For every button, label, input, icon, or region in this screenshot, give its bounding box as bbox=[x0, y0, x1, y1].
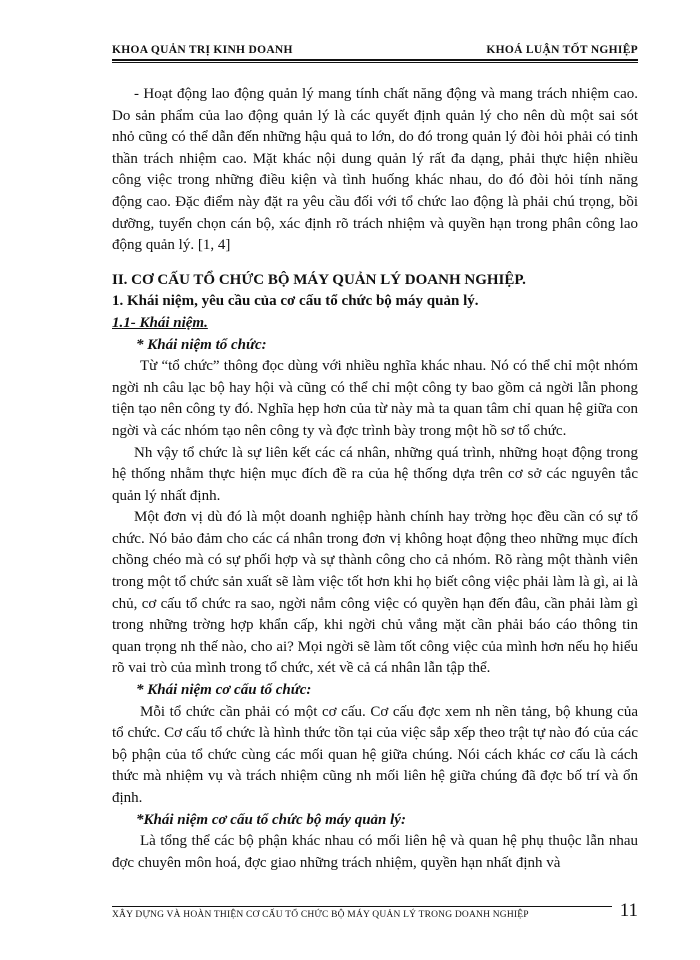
header-rule-thin bbox=[112, 62, 638, 63]
page-body bbox=[112, 84, 638, 874]
footer-rule bbox=[112, 906, 612, 907]
paragraph-management-activity: - Hoạt động lao động quản lý mang tính chất năng động và mang trách nhiệm cao. Do sản phẩm của lao động quản lý là các quyết định quản lý cho nên dù một sai sót nhỏ cũng có thể dẫn đến những hậu quả to lớn, do đó trong quản lý đòi hỏi phải có tinh thần trách nhiệm cao. Mặt khác nội dung quản lý rất đa dạng, phải thực hiện nhiều công việc trong những điều kiện và tình huống khác nhau, do đó đòi hỏi tính năng động cao. Đặc điểm này đặt ra yêu cầu đối với tổ chức lao động là phải chú trọng, bồi dưỡng, tuyển chọn cán bộ, xác định rõ trách nhiệm và quyền hạn trong phân công lao động quản lý. [1, 4] bbox=[112, 86, 638, 254]
concept-heading-management-structure: *Khái niệm cơ cấu tổ chức bộ máy quản lý: bbox=[136, 811, 406, 828]
page-number: 11 bbox=[619, 900, 638, 921]
page-footer bbox=[112, 900, 638, 930]
page-header bbox=[112, 40, 638, 62]
paragraph-structure-definition: Mỗi tổ chức cần phải có một cơ cấu. Cơ cấu đợc xem nh nền tảng, bộ khung của tổ chức. Cơ cấu tổ chức là hình thức tồn tại của việc sắp xếp theo trật tự nào đó của các bộ phận của tổ chức cùng các mối quan hệ giữa chúng. Nói cách khác cơ cấu là cách thức mà nhiệm vụ và trách nhiệm cũng nh mối liên hệ giữa chúng đã đợc bố trí và ổn định. bbox=[112, 703, 638, 806]
section-heading-ii: II. CƠ CẤU TỔ CHỨC BỘ MÁY QUẢN LÝ DOANH NGHIỆP. bbox=[112, 271, 526, 288]
concept-heading-structure: * Khái niệm cơ cấu tổ chức: bbox=[136, 682, 312, 699]
header-thesis-label: KHOÁ LUẬN TỐT NGHIỆP bbox=[486, 44, 638, 56]
concept-heading-organization: * Khái niệm tổ chức: bbox=[136, 336, 267, 353]
subsection-heading-1: 1. Khái niệm, yêu cầu của cơ cấu tổ chức bộ máy quản lý. bbox=[112, 293, 479, 310]
subsection-heading-1-1: 1.1- Khái niệm. bbox=[112, 314, 208, 331]
header-faculty: KHOA QUẢN TRỊ KINH DOANH bbox=[112, 44, 293, 56]
paragraph-organization-need: Một đơn vị dù đó là một doanh nghiệp hành chính hay trờng học đều cần có sự tổ chức. Nó bảo đảm cho các cá nhân trong đơn vị không hoạt động theo những mục đích chồng chéo mà có sự phối hợp và sự thành công cho cả nhóm. Rõ ràng một thành viên trong một tổ chức sản xuất sẽ làm việc tốt hơn khi họ biết công việc phải làm là gì, ai là chủ, cơ cấu tổ chức ra sao, ngời nắm công việc có quyền hạn đến đâu, cần phải làm gì trong những trờng hợp khẩn cấp, khi ngời chủ vắng mặt cần phải báo cáo thông tin quan trọng nh thế nào, cho ai? Mọi ngời sẽ làm tốt công việc của mình hơn nếu họ hiểu rõ vai trò của mình trong tổ chức, xét về cả cá nhân lẫn tập thể. bbox=[112, 509, 638, 677]
paragraph-organization-term: Từ “tổ chức” thông đọc dùng với nhiều nghĩa khác nhau. Nó có thể chỉ một nhóm ngời nh câu lạc bộ hay hội và cũng có thể chỉ một công ty bao gồm cả ngời lẫn phong tiện tạo nên công ty đó. Nghĩa hẹp hơn của từ này mà ta quan tâm chỉ quan hệ giữa con ngời và các nhóm tạo nên công ty và đợc trình bày trong một hồ sơ tổ chức. bbox=[112, 358, 638, 439]
paragraph-management-structure-definition: Là tổng thể các bộ phận khác nhau có mối liên hệ và quan hệ phụ thuộc lẫn nhau đợc chuyên môn hoá, đợc giao những trách nhiệm, quyền hạn nhất định và bbox=[112, 833, 638, 871]
header-rule-thick bbox=[112, 59, 638, 61]
paragraph-organization-definition: Nh vậy tổ chức là sự liên kết các cá nhân, những quá trình, những hoạt động trong hệ thống nhằm thực hiện mục đích đề ra của hệ thống dựa trên cơ sở các nguyên tắc quản lý nhất định. bbox=[112, 444, 638, 504]
footer-thesis-title: XÂY DỰNG VÀ HOÀN THIỆN CƠ CẤU TỔ CHỨC BỘ MÁY QUẢN LÝ TRONG DOANH NGHIỆP bbox=[112, 910, 529, 920]
